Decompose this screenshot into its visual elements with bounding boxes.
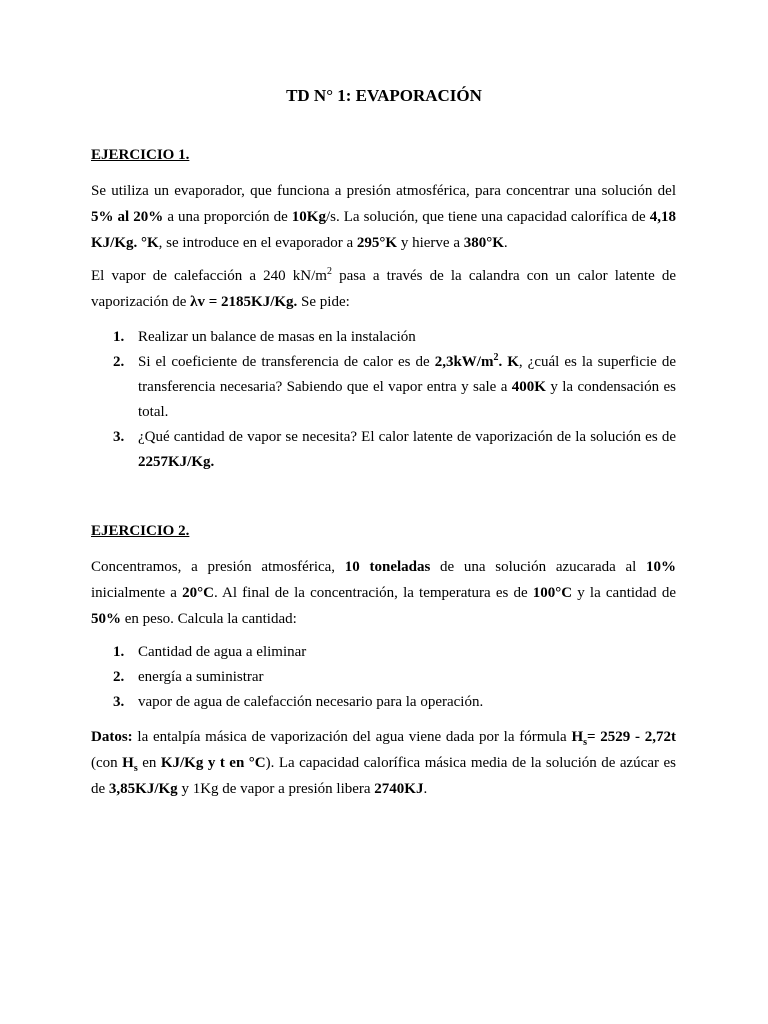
list-item <box>91 690 676 715</box>
text-run: pasa a través de la calandra con un calor latente de vaporización de <box>91 268 677 310</box>
subscript: s <box>583 737 588 748</box>
superscript: 2 <box>493 352 499 363</box>
text-run: . Al final de la concentración, la temperatura es de <box>213 585 533 601</box>
bold-run: λv = 2185KJ/Kg. <box>190 294 298 310</box>
exercise-2-heading: EJERCICIO 2. <box>91 523 190 539</box>
list-number: 3. <box>113 694 125 710</box>
text-run: la entalpía másica de vaporización del agua viene dada por la fórmula <box>132 729 572 745</box>
text-run: El vapor de calefacción a 240 kN/m <box>91 268 327 284</box>
subscript: s <box>133 763 138 774</box>
text-run: Se pide: <box>297 294 350 310</box>
list-number: 1. <box>113 329 125 345</box>
text-run: Se utiliza un evaporador, que funciona a presión atmosférica, para concentrar una solución del <box>91 183 676 199</box>
text-run: a una proporción de <box>163 209 292 225</box>
list-item-text: energía a suministrar <box>138 669 264 685</box>
exercise-1-paragraph-1 <box>91 178 676 256</box>
bold-run: KJ/Kg y t en °C <box>160 755 266 771</box>
list-item-text: Cantidad de agua a eliminar <box>138 644 307 660</box>
exercise-1-list <box>91 325 676 475</box>
bold-run: 2257KJ/Kg. <box>138 454 215 470</box>
superscript: 2 <box>326 266 332 277</box>
bold-run: 380°K <box>463 235 504 251</box>
bold-run: 400K <box>511 379 546 395</box>
list-number: 1. <box>113 644 125 660</box>
bold-run: 10 toneladas <box>344 559 431 575</box>
text-run: . <box>503 235 508 251</box>
text-run: . <box>423 781 428 797</box>
exercise-1-paragraph-2 <box>91 263 676 315</box>
list-item-text: Realizar un balance de masas en la instalación <box>138 329 416 345</box>
bold-run: . K <box>498 354 519 370</box>
text-run: Concentramos, a presión atmosférica, <box>91 559 345 575</box>
exercise-2-data-paragraph <box>91 724 676 802</box>
bold-run: 295°K <box>356 235 398 251</box>
bold-run: 2,3kW/m <box>434 354 494 370</box>
bold-run: = 2529 - 2,72t <box>587 729 676 745</box>
bold-run: 4,18 KJ/Kg. °K <box>91 209 676 251</box>
exercise-2-paragraph-1 <box>91 554 676 632</box>
text-run: Si el coeficiente de transferencia de calor es de <box>138 354 435 370</box>
bold-run: 5% al 20% <box>91 209 164 225</box>
list-item <box>91 325 676 350</box>
list-number: 2. <box>113 354 125 370</box>
bold-run: H <box>571 729 584 745</box>
text-run: ). La capacidad calorífica másica media de la solución de azúcar es de <box>91 755 676 797</box>
bold-run: 3,85KJ/Kg <box>108 781 178 797</box>
bold-run: 20°C <box>182 585 214 601</box>
text-run: en peso. Calcula la cantidad: <box>121 611 297 627</box>
text-run: y hierve a <box>397 235 464 251</box>
text-run: en <box>137 755 161 771</box>
list-item <box>91 665 676 690</box>
bold-run: 2740KJ <box>374 781 424 797</box>
bold-run: 10% <box>646 559 677 575</box>
text-run: y la cantidad de <box>572 585 676 601</box>
text-run: inicialmente a <box>91 585 183 601</box>
list-item <box>91 640 676 665</box>
bold-run: 50% <box>91 611 121 627</box>
text-run: de una solución azucarada al <box>430 559 647 575</box>
bold-run: 10Kg <box>291 209 326 225</box>
exercise-2-list <box>91 640 676 715</box>
list-number: 3. <box>113 429 125 445</box>
bold-run: 100°C <box>532 585 573 601</box>
list-item <box>91 425 676 475</box>
list-item <box>91 350 676 425</box>
text-run: , se introduce en el evaporador a <box>158 235 357 251</box>
text-run: y 1Kg de vapor a presión libera <box>177 781 375 797</box>
text-run: (con <box>91 755 123 771</box>
exercise-1-heading: EJERCICIO 1. <box>91 147 190 163</box>
list-number: 2. <box>113 669 125 685</box>
text-run: , ¿cuál es la superficie de transferencia necesaria? Sabiendo que el vapor entra y sale a <box>138 354 676 395</box>
list-item-text: vapor de agua de calefacción necesario para la operación. <box>138 694 484 710</box>
text-run: /s. La solución, que tiene una capacidad calorífica de <box>325 209 650 225</box>
bold-run: H <box>122 755 134 771</box>
page-title: TD N° 1: EVAPORACIÓN <box>286 86 482 105</box>
data-label: Datos: <box>91 729 133 745</box>
text-run: ¿Qué cantidad de vapor se necesita? El calor latente de vaporización de la solución es de <box>138 429 676 445</box>
text-run: y la condensación es total. <box>138 379 676 420</box>
